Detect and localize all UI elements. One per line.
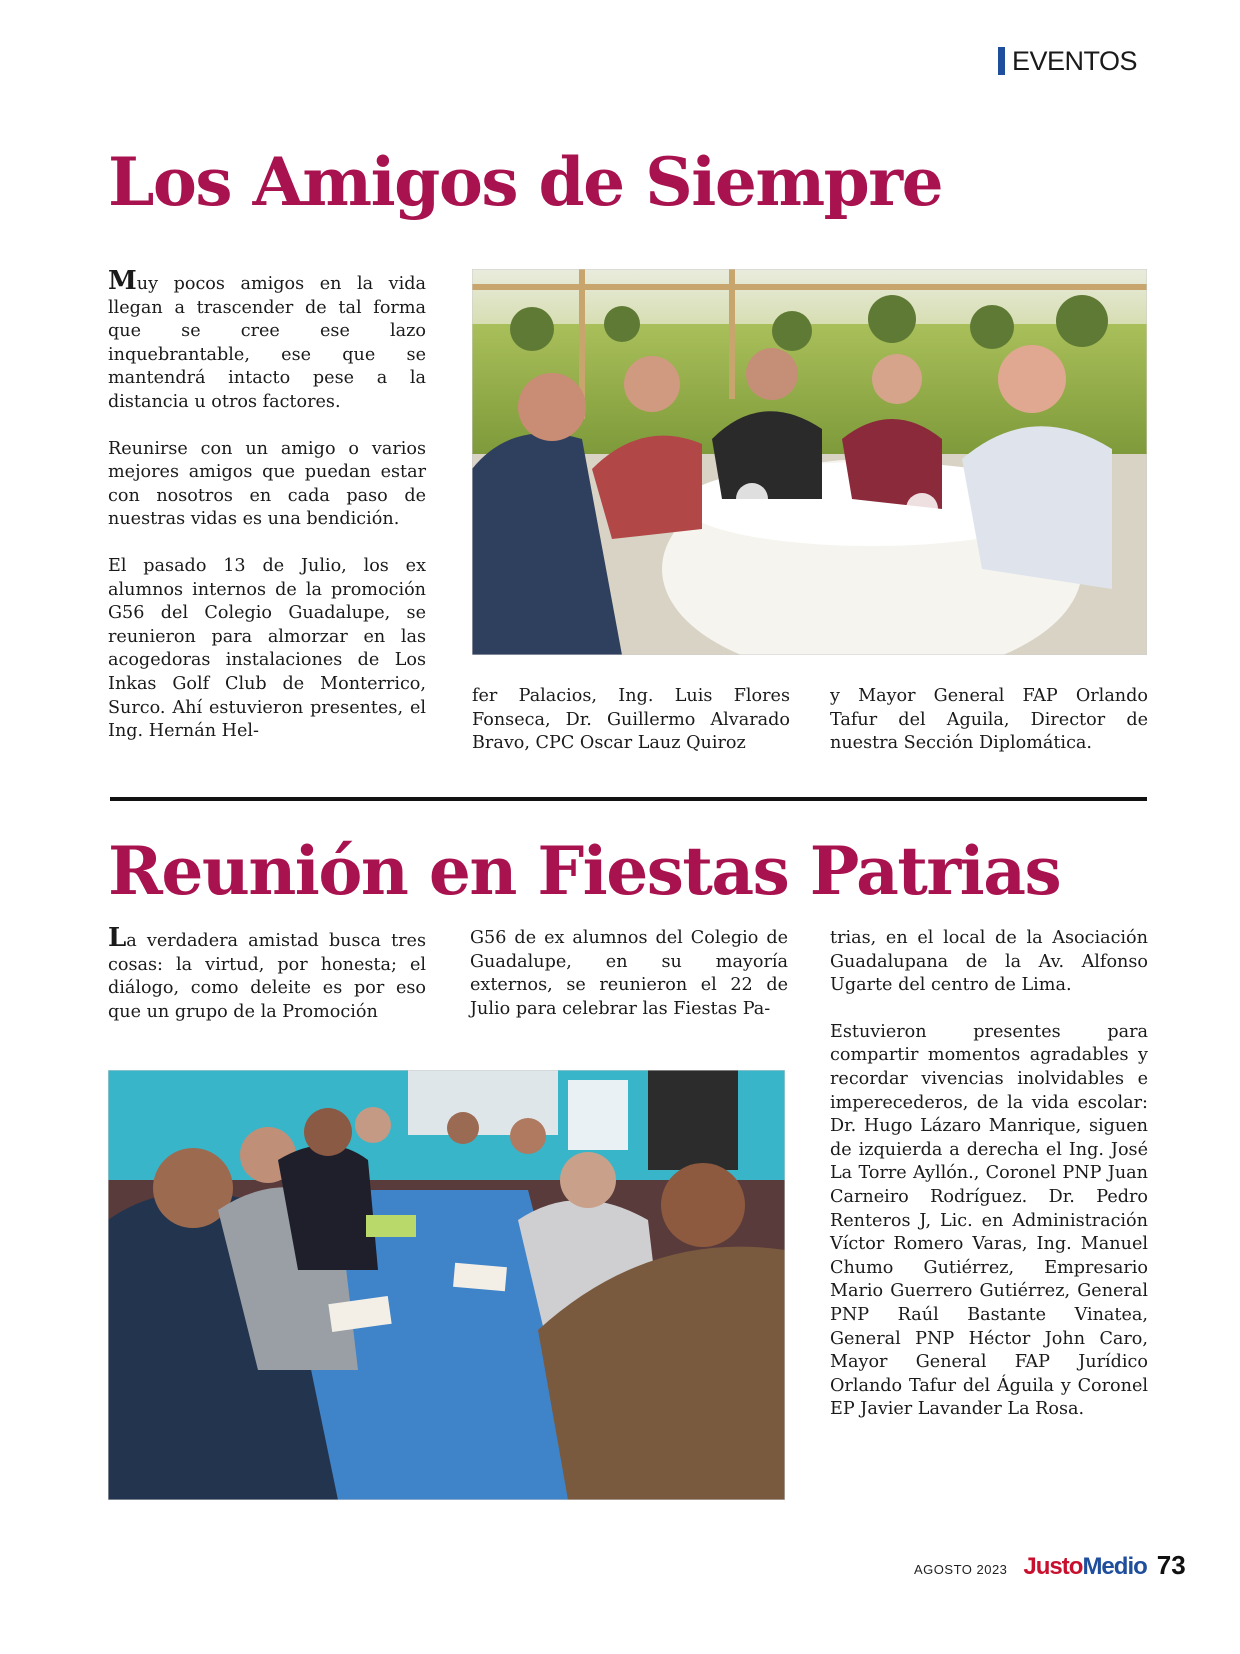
section-label: EVENTOS: [1012, 45, 1138, 76]
article1-paragraph-1: [108, 266, 426, 415]
article1-paragraph-1-text: uy pocos amigos en la vida llegan a trascender de tal forma que se cree ese lazo inquebrantable, ese que se mantendrá intacto pese a la distancia u otros factores.: [108, 274, 426, 412]
issue-date: AGOSTO 2023: [914, 1562, 1008, 1577]
article1-paragraph-3: El pasado 13 de Julio, los ex alumnos internos de la promoción G56 del Colegio Guadalupe, se reunieron para almorzar en las acogedoras instalaciones de Los Inkas Golf Club de Monterrico, Surco. Ahí estuvieron presentes, el Ing. Hernán Hel-: [108, 555, 426, 742]
article1-column-2: [472, 685, 790, 779]
section-bar: [998, 47, 1005, 75]
article1-column-3-text: y Mayor General FAP Orlando Tafur del Aguila, Director de nuestra Sección Diplomática.: [830, 686, 1148, 754]
article2-paragraph-1: [108, 923, 426, 1024]
section-tag: [998, 46, 1137, 76]
page-footer: [914, 1550, 1186, 1581]
article1-column-3: [830, 685, 1148, 779]
section-divider: [110, 797, 1147, 801]
article2-column-3-paragraph-1: trias, en el local de la Asociación Guadalupana de la Av. Alfonso Ugarte del centro de Lima.: [830, 928, 1148, 996]
article2-column-2: [470, 927, 788, 1044]
article2-column-3: [830, 927, 1148, 1445]
brand-logo-justo: Justo: [1023, 1553, 1083, 1580]
article1-paragraph-2: Reunirse con un amigo o varios mejores amigos que puedan estar con nosotros en cada paso de nuestras vidas es una bendición.: [108, 438, 426, 530]
dropcap: L: [108, 923, 127, 953]
brand-logo-medio: Medio: [1082, 1553, 1147, 1580]
article1-column-2-text: fer Palacios, Ing. Luis Flores Fonseca, Dr. Guillermo Alvarado Bravo, CPC Oscar Lauz Quiroz: [472, 686, 790, 754]
article2-column-1: [108, 923, 426, 1047]
article2-column-3-paragraph-2: Estuvieron presentes para compartir momentos agradables y recordar vivencias inolvidables e imperecederos, de la vida escolar: Dr. Hugo Lázaro Manrique, siguen de izquierda a derecha el Ing. José La Torre Ayllón., Coronel PNP Juan Carneiro Rodríguez. Dr. Pedro Renteros J, Lic. en Administración Víctor Romero Varas, Ing. Manuel Chumo Gutiérrez, Empresario Mario Guerrero Gutiérrez, General PNP Raúl Bastante Vinatea, General PNP Héctor John Caro, Mayor General FAP Jurídico Orlando Tafur del Águila y Coronel EP Javier Lavander La Rosa.: [830, 1021, 1148, 1420]
article1-column-1: [108, 266, 426, 767]
fiestas-patrias-meeting-photo: [108, 1070, 785, 1500]
golf-club-lunch-photo: [472, 269, 1147, 655]
dropcap: M: [108, 266, 137, 296]
page-number: 73: [1156, 1550, 1186, 1580]
article1-title: Los Amigos de Siempre: [108, 143, 943, 221]
article2-title: Reunión en Fiestas Patrias: [108, 832, 1061, 910]
article2-column-2-text: G56 de ex alumnos del Colegio de Guadalupe, en su mayoría externos, se reunieron el 22 de Julio para celebrar las Fiestas Pa-: [470, 928, 788, 1019]
article2-paragraph-1-text: a verdadera amistad busca tres cosas: la virtud, por honesta; el diálogo, como deleite es por eso que un grupo de la Promoción: [108, 931, 426, 1022]
